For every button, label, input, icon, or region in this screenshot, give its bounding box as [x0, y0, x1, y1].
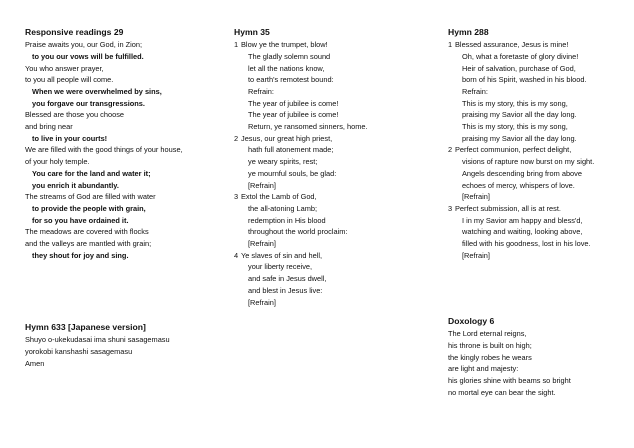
text-line: to you our vows will be fulfilled. — [32, 51, 144, 61]
text-line — [234, 51, 368, 63]
text-line — [234, 297, 368, 309]
verse-text: ye weary spirits, rest; — [248, 157, 318, 167]
text-line — [448, 51, 594, 63]
text-line — [448, 215, 594, 227]
verse-text: Blessed assurance, Jesus is mine! — [455, 40, 569, 50]
text-line: You who answer prayer, — [25, 63, 104, 73]
text-line: they shout for joy and sing. — [32, 250, 129, 260]
text-line: to provide the people with grain, — [32, 203, 146, 213]
text-line — [448, 109, 594, 121]
verse-text: the all-atoning Lamb; — [248, 203, 318, 213]
text-line: The Lord eternal reigns, — [448, 329, 527, 339]
text-line — [448, 39, 594, 51]
verse-number: 4 — [234, 250, 239, 260]
text-line: and the valleys are mantled with grain; — [25, 239, 152, 249]
doxology-section — [448, 316, 571, 398]
text-line: When we were overwhelmed by sins, — [32, 86, 162, 96]
text-line — [448, 250, 594, 262]
verse-text: hath full atonement made; — [248, 145, 334, 155]
text-line: to you all people will come. — [25, 75, 114, 85]
text-line: his throne is built on high; — [448, 340, 532, 350]
text-line — [448, 191, 594, 203]
hymn-633-title: Hymn 633 [Japanese version] — [25, 322, 146, 332]
hymn-288-section — [448, 27, 594, 261]
text-line — [448, 203, 594, 215]
hymn-288-title: Hymn 288 — [448, 27, 489, 37]
verse-text: throughout the world proclaim: — [248, 227, 348, 237]
verse-text: Oh, what a foretaste of glory divine! — [462, 51, 579, 61]
text-line — [448, 238, 594, 250]
verse-text: Perfect submission, all is at rest. — [455, 203, 561, 213]
text-line — [448, 156, 594, 168]
responsive-reading-title: Responsive readings 29 — [25, 27, 124, 37]
verse-text: [Refrain] — [248, 239, 276, 249]
verse-text: visions of rapture now burst on my sight. — [462, 157, 595, 167]
text-line — [234, 98, 368, 110]
verse-text: [Refrain] — [462, 250, 490, 260]
verse-text: The year of jubilee is come! — [248, 110, 339, 120]
text-line: no mortal eye can bear the sight. — [448, 387, 556, 397]
verse-text: praising my Savior all the day long. — [462, 133, 577, 143]
text-line: the kingly robes he wears — [448, 352, 532, 362]
verse-number: 2 — [448, 145, 453, 155]
verse-text: Ye slaves of sin and hell, — [241, 250, 323, 260]
verse-text: Heir of salvation, purchase of God, — [462, 63, 576, 73]
text-line — [234, 203, 368, 215]
hymn-633-section — [25, 322, 170, 369]
text-line — [234, 215, 368, 227]
text-line — [448, 98, 594, 110]
text-line — [234, 156, 368, 168]
text-line — [234, 39, 368, 51]
text-line: of your holy temple. — [25, 157, 90, 167]
text-line — [234, 109, 368, 121]
verse-text: echoes of mercy, whispers of love. — [462, 180, 575, 190]
verse-text: Return, ye ransomed sinners, home. — [248, 122, 368, 132]
verse-text: The year of jubilee is come! — [248, 98, 339, 108]
text-line: We are filled with the good things of your house, — [25, 145, 183, 155]
text-line: are light and majesty: — [448, 364, 519, 374]
hymn-35-lines — [234, 39, 368, 308]
text-line — [234, 133, 368, 145]
text-line: You care for the land and water it; — [32, 168, 151, 178]
verse-text: and blest in Jesus live: — [248, 285, 323, 295]
verse-text: redemption in His blood — [248, 215, 326, 225]
text-line: yorokobi kanshashi sasagemasu — [25, 346, 133, 356]
text-line — [234, 273, 368, 285]
hymn-35-title: Hymn 35 — [234, 27, 270, 37]
verse-text: ye mournful souls, be glad: — [248, 168, 337, 178]
verse-text: watching and waiting, looking above, — [462, 227, 583, 237]
text-line — [448, 74, 594, 86]
text-line — [448, 121, 594, 133]
text-line: you forgave our transgressions. — [32, 98, 145, 108]
responsive-reading-section — [25, 27, 183, 261]
text-line — [234, 238, 368, 250]
text-line — [234, 63, 368, 75]
text-line — [448, 133, 594, 145]
verse-text: praising my Savior all the day long. — [462, 110, 577, 120]
text-line: and bring near — [25, 122, 73, 132]
text-line: to live in your courts! — [32, 133, 108, 143]
verse-text: [Refrain] — [462, 192, 490, 202]
text-line: for so you have ordained it. — [32, 215, 129, 225]
text-line — [234, 180, 368, 192]
text-line: Blessed are those you choose — [25, 110, 125, 120]
verse-text: let all the nations know, — [248, 63, 325, 73]
verse-text: Angels descending bring from above — [462, 168, 582, 178]
text-line — [234, 191, 368, 203]
verse-text: to earth's remotest bound: — [248, 75, 334, 85]
text-line: The streams of God are filled with water — [25, 192, 156, 202]
text-line — [448, 86, 594, 98]
verse-text: I in my Savior am happy and bless'd, — [462, 215, 583, 225]
verse-text: Jesus, our great high priest, — [241, 133, 333, 143]
text-line — [234, 74, 368, 86]
hymn-288-lines — [448, 39, 594, 261]
doxology-title: Doxology 6 — [448, 316, 495, 326]
text-line — [448, 168, 594, 180]
verse-text: This is my story, this is my song, — [462, 98, 568, 108]
verse-text: Blow ye the trumpet, blow! — [241, 40, 328, 50]
text-line — [448, 63, 594, 75]
responsive-reading-lines — [25, 39, 183, 261]
hymn-633-lines — [25, 334, 170, 369]
verse-number: 2 — [234, 133, 239, 143]
text-line — [234, 144, 368, 156]
text-line — [448, 180, 594, 192]
text-line: Amen — [25, 358, 45, 368]
verse-text: your liberty receive, — [248, 262, 313, 272]
doxology-lines — [448, 328, 571, 398]
verse-text: and safe in Jesus dwell, — [248, 274, 327, 284]
text-line — [234, 121, 368, 133]
verse-text: Refrain: — [462, 86, 488, 96]
verse-text: Extol the Lamb of God, — [241, 192, 317, 202]
text-line — [234, 250, 368, 262]
hymn-35-section — [234, 27, 368, 308]
text-line — [234, 226, 368, 238]
text-line — [234, 261, 368, 273]
text-line — [234, 168, 368, 180]
text-line: you enrich it abundantly. — [32, 180, 119, 190]
verse-number: 1 — [234, 40, 239, 50]
text-line — [448, 144, 594, 156]
text-line: his glories shine with beams so bright — [448, 375, 571, 385]
text-line: Praise awaits you, our God, in Zion; — [25, 40, 143, 50]
text-line — [234, 86, 368, 98]
verse-text: Perfect communion, perfect delight, — [455, 145, 572, 155]
text-line: The meadows are covered with flocks — [25, 227, 149, 237]
verse-text: Refrain: — [248, 86, 274, 96]
verse-number: 3 — [234, 192, 239, 202]
verse-text: This is my story, this is my song, — [462, 122, 568, 132]
verse-number: 3 — [448, 203, 453, 213]
verse-text: born of his Spirit, washed in his blood. — [462, 75, 587, 85]
text-line — [448, 226, 594, 238]
text-line: Shuyo o-ukekudasai ima shuni sasagemasu — [25, 335, 170, 345]
verse-text: The gladly solemn sound — [248, 51, 331, 61]
verse-text: [Refrain] — [248, 297, 276, 307]
verse-number: 1 — [448, 40, 453, 50]
verse-text: [Refrain] — [248, 180, 276, 190]
text-line — [234, 285, 368, 297]
verse-text: filled with his goodness, lost in his love. — [462, 239, 591, 249]
